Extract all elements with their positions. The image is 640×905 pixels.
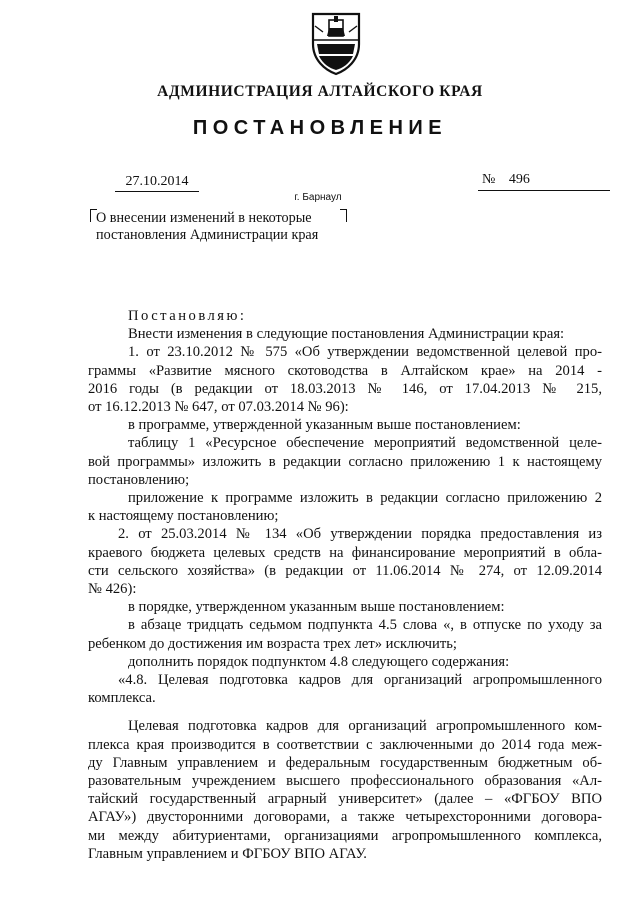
- body-line: дополнить порядок подпунктом 4.8 следующего содержания:: [128, 653, 510, 670]
- document-body: [88, 307, 602, 863]
- organization-title: АДМИНИСТРАЦИЯ АЛТАЙСКОГО КРАЯ: [157, 83, 483, 100]
- document-city: г. Барнаул: [294, 192, 342, 203]
- body-line: 2. от 25.03.2014 № 134 «Об утверждении порядка предоставления из: [118, 526, 602, 543]
- body-line: тайский государственный аграрный университет» (далее – «ФГБОУ ВПО: [88, 791, 602, 808]
- body-line: № 426):: [88, 581, 137, 598]
- body-line: Постановляю:: [128, 308, 247, 324]
- body-line: краевого бюджета целевых средств на финансирование мероприятий в обла-: [88, 544, 602, 561]
- body-line: ми между абитуриентами, организациями агропромышленного комплекса,: [88, 827, 602, 844]
- body-line: в абзаце тридцать седьмом подпункта 4.5 слова «, в отпуске по уходу за: [128, 617, 602, 634]
- number-value: 496: [508, 172, 530, 187]
- body-line: разовательным учреждением высшего профессионального образования «Ал-: [88, 773, 602, 790]
- body-line: таблицу 1 «Ресурсное обеспечение мероприятий ведомственной целе-: [128, 435, 602, 452]
- body-line: вой программы» изложить в редакции согласно приложению 1 к настоящему: [88, 453, 602, 470]
- subject-line: постановления Администрации края: [96, 227, 319, 243]
- body-line: Внести изменения в следующие постановления Администрации края:: [128, 326, 565, 343]
- body-line: Главным управлением и ФГБОУ ВПО АГАУ.: [88, 845, 367, 862]
- document-date: 27.10.2014: [115, 174, 199, 192]
- coat-of-arms-icon: [307, 10, 365, 76]
- document-number: [478, 172, 610, 191]
- body-line: сти сельского хозяйства» (в редакции от 11.06.2014 № 274, от 12.09.2014: [88, 562, 602, 579]
- number-label: №: [482, 172, 496, 187]
- body-line: комплекса.: [88, 690, 156, 707]
- body-line: ду Главным управлением и федеральным государственным бюджетным об-: [88, 754, 602, 771]
- body-line: АГАУ») двусторонними договорами, а также четырехсторонними договора-: [88, 809, 602, 826]
- body-line: «4.8. Целевая подготовка кадров для организаций агропромышленного: [118, 672, 602, 689]
- subject-line: О внесении изменений в некоторые: [96, 210, 312, 226]
- body-line: граммы «Развитие мясного скотоводства в Алтайском крае» на 2014 -: [88, 362, 602, 379]
- body-line: ребенком до достижения им возраста трех лет» исключить;: [88, 635, 457, 652]
- body-line: от 16.12.2013 № 647, от 07.03.2014 № 96):: [88, 399, 349, 416]
- body-line: в порядке, утвержденном указанным выше постановлением:: [128, 599, 505, 616]
- body-line: плекса края производится в соответствии с заключенными до 2014 года меж-: [88, 736, 602, 753]
- body-line: 1. от 23.10.2012 № 575 «Об утверждении ведомственной целевой про-: [128, 344, 602, 361]
- body-line: к настоящему постановлению;: [88, 508, 279, 525]
- document-type-title: ПОСТАНОВЛЕНИЕ: [192, 117, 448, 139]
- document-subject: [96, 210, 318, 244]
- body-line: приложение к программе изложить в редакции согласно приложению 2: [128, 490, 602, 507]
- subject-bracket-right: [340, 209, 347, 222]
- body-line: постановлению;: [88, 471, 190, 488]
- body-line: в программе, утвержденной указанным выше постановлением:: [128, 417, 521, 434]
- body-line: 2016 годы (в редакции от 18.03.2013 № 146, от 17.04.2013 № 215,: [88, 380, 602, 397]
- body-line: Целевая подготовка кадров для организаций агропромышленного ком-: [128, 718, 602, 735]
